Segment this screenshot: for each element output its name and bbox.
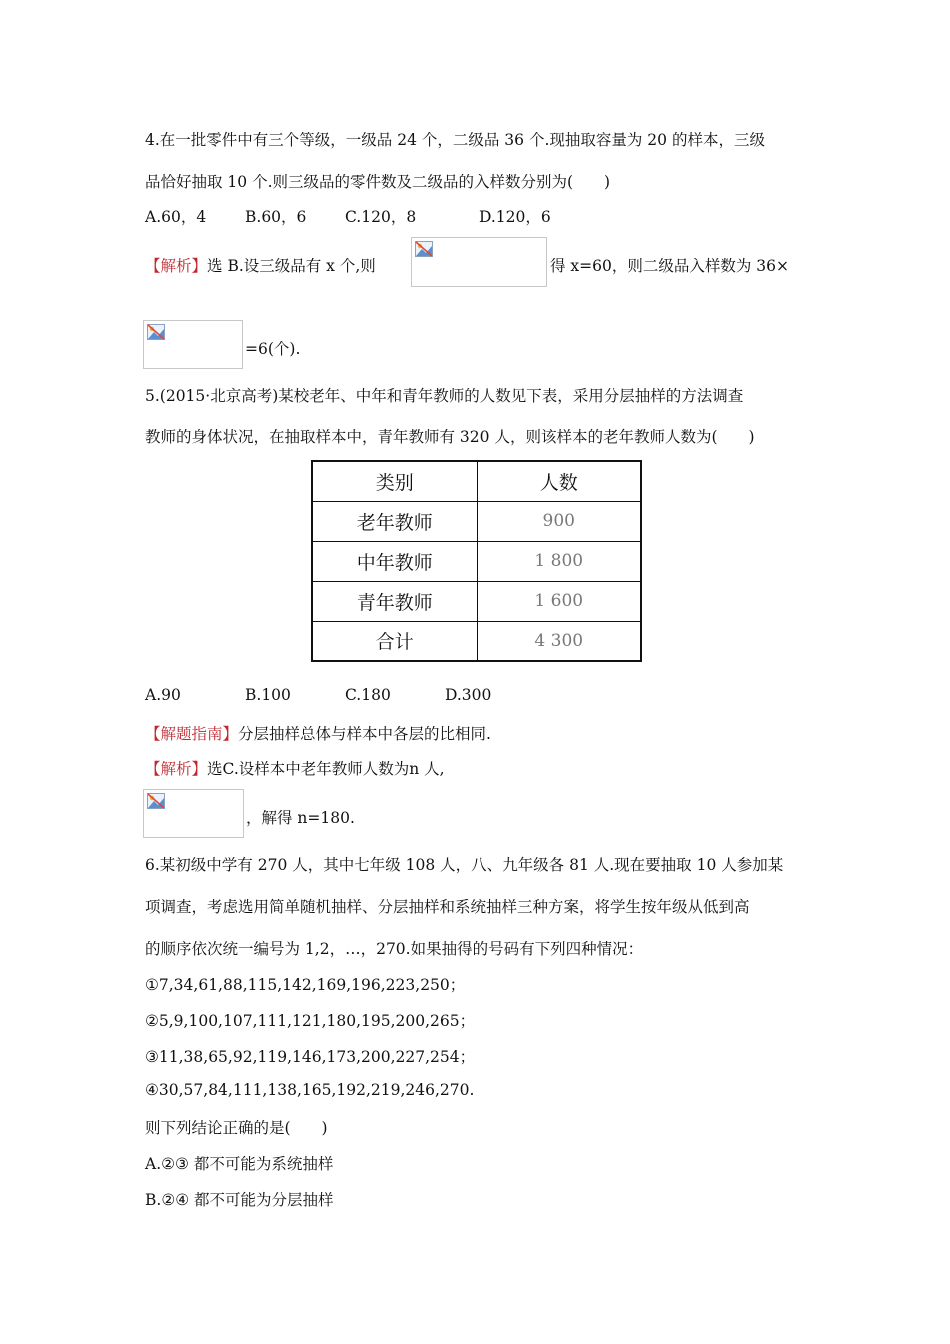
formula-image [143, 320, 243, 369]
q6-option-b: B.②④ 都不可能为分层抽样 [145, 1191, 334, 1209]
q6-case-3: ③11,38,65,92,119,146,173,200,227,254； [145, 1048, 476, 1066]
table-cell-category: 老年教师 [312, 501, 477, 541]
broken-image-icon [147, 324, 165, 340]
guide-tag: 【解题指南】 [145, 725, 239, 743]
q6-line-2: 项调查，考虑选用简单随机抽样、分层抽样和系统抽样三种方案，将学生按年级从低到高 [145, 898, 750, 916]
q4-analysis-text: 选 B.设三级品有 x 个,则 [207, 257, 376, 275]
table-header-row [312, 461, 641, 501]
table-cell-category: 中年教师 [312, 541, 477, 581]
formula-image [411, 237, 547, 287]
q6-option-a: A.②③ 都不可能为系统抽样 [145, 1155, 334, 1173]
table-cell-category: 合计 [312, 621, 477, 661]
q6-line-3: 的顺序依次统一编号为 1,2，…，270.如果抽得的号码有下列四种情况： [145, 940, 644, 958]
q4-option-b: B.60，6 [245, 208, 307, 226]
q4-line-2: 品恰好抽取 10 个.则三级品的零件数及二级品的入样数分别为( ) [145, 173, 611, 191]
broken-image-icon [415, 241, 433, 257]
q5-guide-text: 分层抽样总体与样本中各层的比相同. [238, 725, 491, 743]
q6-case-4: ④30,57,84,111,138,165,192,219,246,270. [145, 1081, 475, 1099]
analysis-tag: 【解析】 [145, 760, 208, 778]
q6-case-1: ①7,34,61,88,115,142,169,196,223,250； [145, 976, 466, 994]
q4-option-c: C.120，8 [345, 208, 417, 226]
table-row [312, 581, 641, 621]
q6-case-2: ②5,9,100,107,111,121,180,195,200,265； [145, 1012, 476, 1030]
q5-solve-text: ，解得 n=180. [246, 809, 355, 827]
q5-analysis-line [145, 757, 445, 779]
table-cell-count: 1 600 [477, 581, 641, 621]
q5-option-a: A.90 [145, 686, 181, 704]
q4-analysis-line [145, 254, 376, 276]
formula-image [143, 789, 244, 838]
teacher-table [311, 460, 642, 662]
analysis-tag: 【解析】 [145, 257, 208, 275]
table-row [312, 621, 641, 661]
q5-line-2: 教师的身体状况，在抽取样本中，青年教师有 320 人，则该样本的老年教师人数为( ) [145, 428, 755, 446]
q5-option-d: D.300 [445, 686, 492, 704]
table-cell-count: 900 [477, 501, 641, 541]
table-cell-category: 青年教师 [312, 581, 477, 621]
q6-question: 则下列结论正确的是( ) [145, 1119, 328, 1137]
q4-options [145, 205, 551, 227]
q5-options [145, 686, 491, 704]
q5-line-1: 5.(2015·北京高考)某校老年、中年和青年教师的人数见下表，采用分层抽样的方法调查 [145, 387, 744, 405]
q5-option-b: B.100 [245, 686, 291, 704]
q4-analysis-result: =6(个). [245, 340, 301, 358]
table-header-cell: 类别 [312, 461, 477, 501]
table-cell-count: 4 300 [477, 621, 641, 661]
q4-line-1: 4.在一批零件中有三个等级，一级品 24 个，二级品 36 个.现抽取容量为 20 的样本，三级 [145, 131, 765, 149]
table-cell-count: 1 800 [477, 541, 641, 581]
q4-option-d: D.120，6 [479, 208, 551, 226]
q6-line-1: 6.某初级中学有 270 人，其中七年级 108 人，八、九年级各 81 人.现在要抽取 10 人参加某 [145, 856, 784, 874]
q5-option-c: C.180 [345, 686, 391, 704]
q4-analysis-cont: 得 x=60，则二级品入样数为 36× [550, 257, 790, 275]
q4-option-a: A.60，4 [145, 208, 207, 226]
table-row [312, 501, 641, 541]
broken-image-icon [147, 793, 165, 809]
q5-analysis-text: 选C.设样本中老年教师人数为n 人, [207, 760, 445, 778]
q5-guide-line [145, 722, 491, 744]
table-row [312, 541, 641, 581]
table-header-cell: 人数 [477, 461, 641, 501]
